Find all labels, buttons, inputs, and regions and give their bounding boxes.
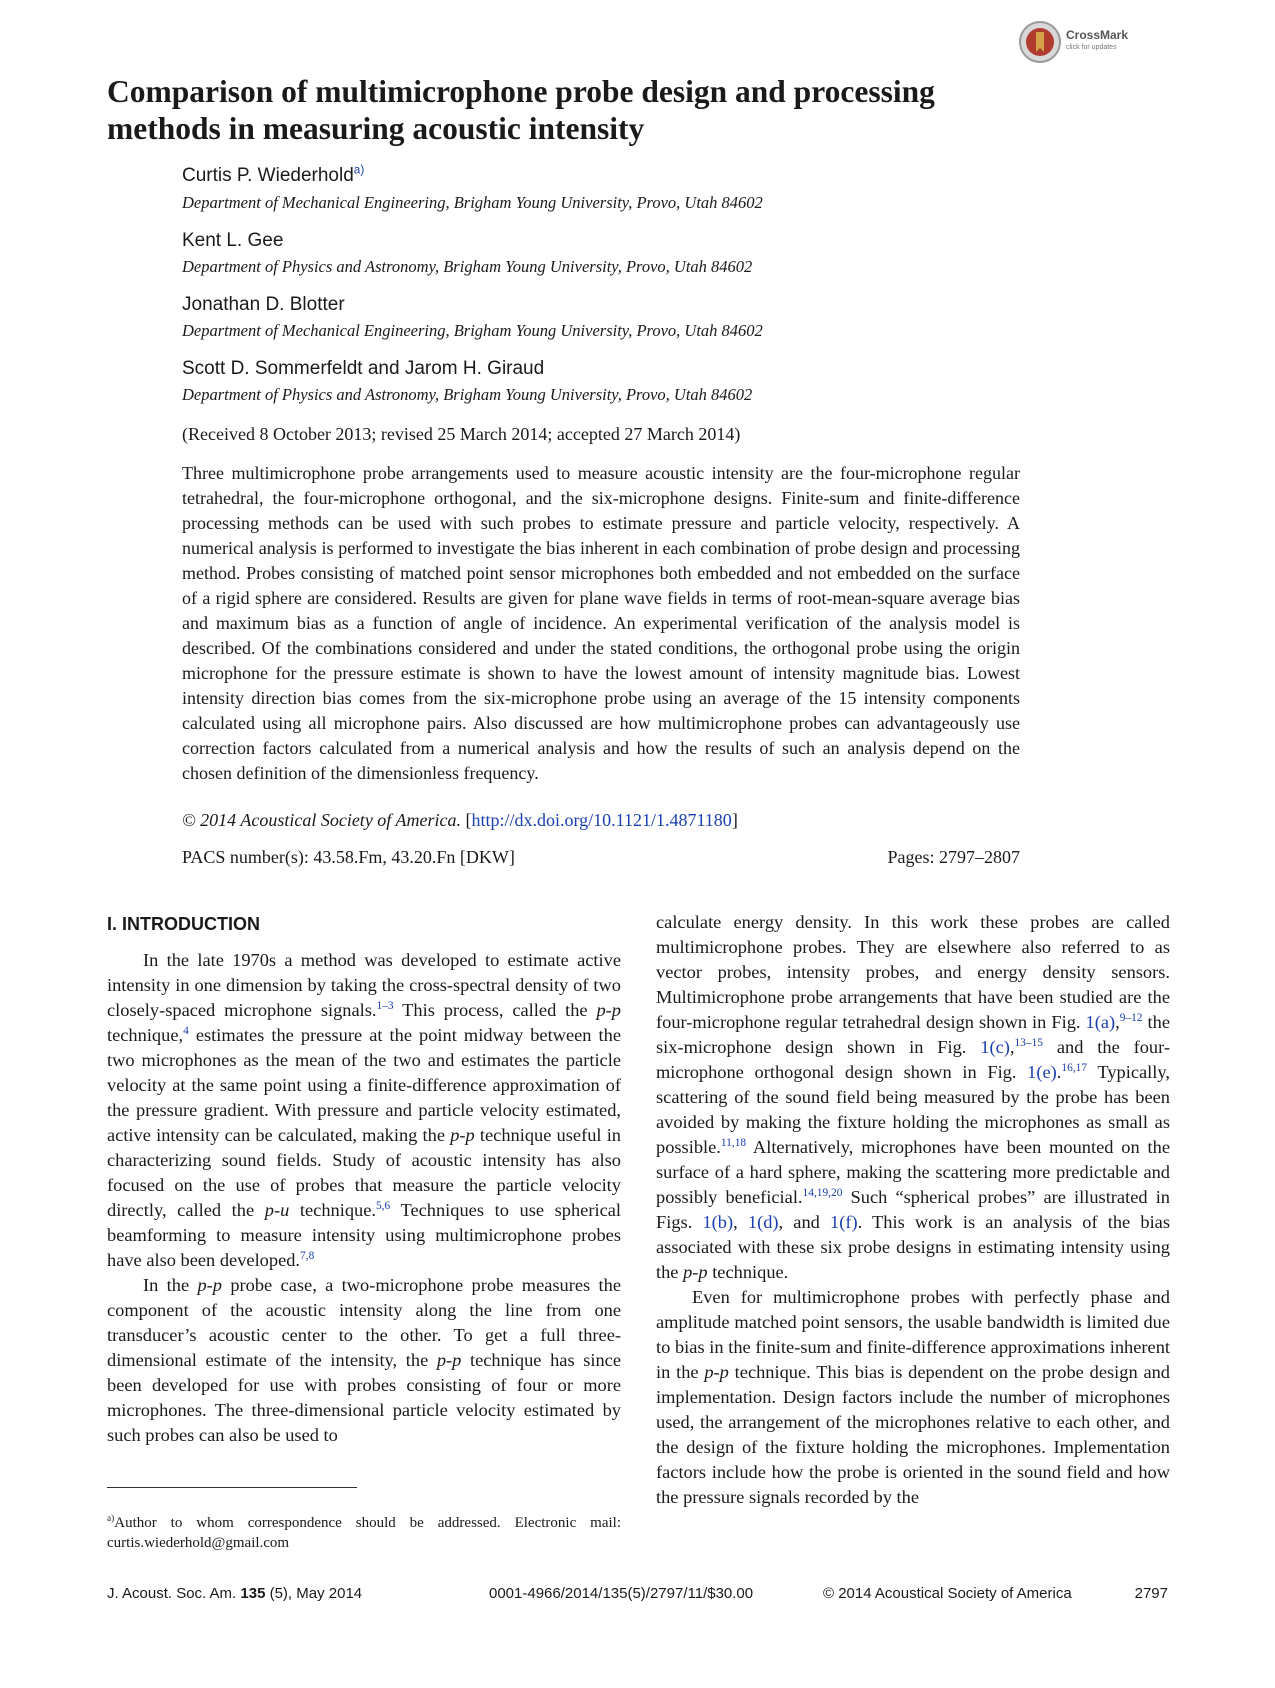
footer-volume: 135 <box>240 1585 266 1602</box>
author-name: Curtis P. Wiederhold <box>182 165 354 186</box>
text-run: technique useful in characterizing sound fields. Study of acoustic intensity has also focused on the use of probes that measure the particle velocity directly, called the <box>107 1125 621 1220</box>
citation-ref[interactable]: 11,18 <box>720 1136 747 1149</box>
citation-ref[interactable]: 13–15 <box>1014 1036 1043 1049</box>
citation-ref[interactable]: 16,17 <box>1061 1061 1088 1074</box>
text-run: technique, <box>107 1025 184 1045</box>
text-run: Such “spherical probes” are illustrated in Figs. <box>656 1187 1170 1232</box>
abstract: Three multimicrophone probe arrangements used to measure acoustic intensity are the four-microphone regular tetrahedral, the four-microphone orthogonal, and the six-microphone designs. Finite-sum and finite-difference processing methods can be used with such probes to estimate pressure and particle velocity, respectively. A numerical analysis is performed to investigate the bias inherent in each combination of probe design and processing method. Probes consisting of matched point sensor microphones both embedded and not embedded on the surface of a rigid sphere are considered. Results are given for plane wave fields in terms of root-mean-square average bias and maximum bias as a function of angle of incidence. An experimental verification of the analysis model is described. Of the combinations considered and under the stated conditions, the orthogonal probe using the origin microphone for the pressure estimate is shown to have the lowest amount of intensity magnitude bias. Lowest intensity direction bias comes from the six-microphone probe using an average of the 15 intensity components calculated using all microphone pairs. Also discussed are how multimicrophone probes can advantageously use correction factors calculated from a numerical analysis and how the results of such an analysis depend on the chosen definition of the dimensionless frequency. <box>182 463 1020 783</box>
author-1 <box>182 165 364 187</box>
citation-ref[interactable]: 4 <box>183 1024 189 1037</box>
term-italic: p-p <box>197 1275 222 1295</box>
title-line-2: methods in measuring acoustic intensity <box>107 111 645 146</box>
citation-ref[interactable]: 7,8 <box>300 1249 315 1262</box>
text-run: In the <box>143 1275 198 1295</box>
text-run: This process, called the <box>393 1000 597 1020</box>
paper-title <box>107 73 1167 147</box>
affiliation-1: Department of Mechanical Engineering, Brigham Young University, Provo, Utah 84602 <box>182 193 763 212</box>
text-run: In the late 1970s a method was developed to estimate active intensity in one dimension by taking the cross-spectral density of two closely-spaced microphone signals. <box>107 950 621 1020</box>
author-2: Kent L. Gee <box>182 230 284 251</box>
figure-link[interactable]: 1(f) <box>830 1212 858 1232</box>
footnote <box>107 1513 621 1553</box>
figure-link[interactable]: 1(c) <box>980 1037 1010 1057</box>
crossmark-label: CrossMark <box>1066 28 1129 42</box>
text-run: the six-microphone design shown in Fig. <box>656 1012 1170 1057</box>
author-4: Scott D. Sommerfeldt and Jarom H. Giraud <box>182 358 545 379</box>
text-run: and the four-microphone orthogonal design shown in Fig. <box>656 1037 1170 1082</box>
text-run: Typically, scattering of the sound field being measured by the probe has been avoided by making the fixture holding the microphones as small as possible. <box>656 1062 1170 1157</box>
text-run: technique. <box>707 1262 789 1282</box>
text-run: Even for multimicrophone probes with perfectly phase and amplitude matched point sensors, the usable bandwidth is limited due to bias in the finite-sum and finite-difference approximations inherent in the <box>656 1287 1170 1382</box>
section-heading: I. INTRODUCTION <box>107 914 260 934</box>
paragraph-2 <box>107 1273 621 1448</box>
text-run: technique. This bias is dependent on the probe design and implementation. Design factors include the number of microphones used, the arrangement of the microphones relative to each other, and the design of the fixture holding the microphones. Implementation factors include how the probe is oriented in the sound field and how the pressure signals recorded by the <box>656 1362 1170 1507</box>
text-run: . This work is an analysis of the bias associated with these six probe designs in estimating intensity using the <box>656 1212 1171 1282</box>
author-footnote-mark[interactable]: a) <box>353 163 365 177</box>
pacs-numbers: PACS number(s): 43.58.Fm, 43.20.Fn [DKW] <box>182 847 515 867</box>
footer-journal <box>107 1585 362 1602</box>
copyright-society: © 2014 Acoustical Society of America. <box>182 810 461 830</box>
figure-link[interactable]: 1(d) <box>747 1212 779 1232</box>
affiliation-3: Department of Mechanical Engineering, Brigham Young University, Provo, Utah 84602 <box>182 321 763 340</box>
text-run: Alternatively, microphones have been mounted on the surface of a hard sphere, making the scattering more predictable and possibly beneficial. <box>656 1137 1170 1207</box>
footer-copyright: © 2014 Acoustical Society of America <box>823 1585 1072 1602</box>
text-run: calculate energy density. In this work these probes are called multimicrophone probes. They are elsewhere also referred to as vector probes, intensity probes, and energy density sensors. Multimicrophone probe arrangements that have been studied are the four-microphone regular tetrahedral design shown in Fig. <box>656 912 1170 1032</box>
text-run: estimates the pressure at the point midway between the two microphones as the mean of the two and estimates the particle velocity at the same point using a finite-difference approximation of the pressure gradient. With pressure and particle velocity estimated, active intensity can be calculated, making the <box>107 1025 621 1145</box>
footer-issue: (5), May 2014 <box>265 1585 363 1602</box>
text-run: Techniques to use spherical beamforming to measure intensity using multimicrophone probes have also been developed. <box>107 1200 622 1270</box>
affiliation-4: Department of Physics and Astronomy, Brigham Young University, Provo, Utah 84602 <box>182 385 753 404</box>
footnote-mark: a) <box>107 1514 115 1524</box>
affiliation-2: Department of Physics and Astronomy, Brigham Young University, Provo, Utah 84602 <box>182 257 753 276</box>
citation-ref[interactable]: 5,6 <box>375 1199 391 1212</box>
citation-ref[interactable]: 9–12 <box>1119 1011 1143 1024</box>
body-column-right <box>656 910 1170 1510</box>
received-dates: (Received 8 October 2013; revised 25 March 2014; accepted 27 March 2014) <box>182 424 741 444</box>
doi-link[interactable]: http://dx.doi.org/10.1121/1.4871180 <box>471 810 732 830</box>
page-range: Pages: 2797–2807 <box>887 847 1020 867</box>
abstract-copyright: © 2014 Acoustical Society of America. [http://dx.doi.org/10.1121/1.4871180] <box>182 810 738 830</box>
citation-ref[interactable]: 14,19,20 <box>802 1186 843 1199</box>
term-italic: p-p <box>596 1000 621 1020</box>
text-run: technique. <box>289 1200 376 1220</box>
author-3: Jonathan D. Blotter <box>182 294 345 315</box>
text-run: probe case, a two-microphone probe measures the component of the acoustic intensity along the line from one transducer’s acoustic center to the other. To get a full three-dimensional estimate of the intensity, the <box>107 1275 622 1370</box>
term-italic: p-p <box>450 1125 475 1145</box>
text-run: , <box>1009 1037 1015 1057</box>
paragraph-3 <box>656 910 1170 1285</box>
text-run: , <box>733 1212 748 1232</box>
figure-link[interactable]: 1(a) <box>1085 1012 1116 1032</box>
citation-ref[interactable]: 1–3 <box>376 999 394 1012</box>
paragraph-4 <box>656 1285 1170 1510</box>
footer-journal-name: J. Acoust. Soc. Am. <box>107 1585 241 1602</box>
text-run: , <box>1115 1012 1120 1032</box>
text-run: . <box>1056 1062 1062 1082</box>
text-run: , and <box>778 1212 831 1232</box>
term-italic: p-p <box>436 1350 462 1370</box>
title-line-1: Comparison of multimicrophone probe design and processing <box>107 74 935 109</box>
term-italic: p-p <box>704 1362 729 1382</box>
figure-link[interactable]: 1(b) <box>702 1212 734 1232</box>
figure-link[interactable]: 1(e) <box>1027 1062 1057 1082</box>
body-column-left <box>107 948 621 1448</box>
crossmark-icon <box>1018 20 1062 64</box>
footnote-text: Author to whom correspondence should be addressed. Electronic mail: curtis.wiederhold@gmail.com <box>107 1515 621 1551</box>
crossmark-sub: click for updates <box>1066 44 1117 51</box>
paragraph-1 <box>107 948 621 1273</box>
footer-code: 0001-4966/2014/135(5)/2797/11/$30.00 <box>489 1585 754 1602</box>
footer-page-number: 2797 <box>1134 1585 1168 1602</box>
footnote-divider <box>107 1487 357 1488</box>
term-italic: p-u <box>264 1200 290 1220</box>
text-run: technique has since been developed for use with probes consisting of four or more microphones. The three-dimensional particle velocity estimated by such probes can also be used to <box>107 1350 621 1445</box>
crossmark-badge[interactable] <box>1018 22 1138 62</box>
term-italic: p-p <box>683 1262 708 1282</box>
